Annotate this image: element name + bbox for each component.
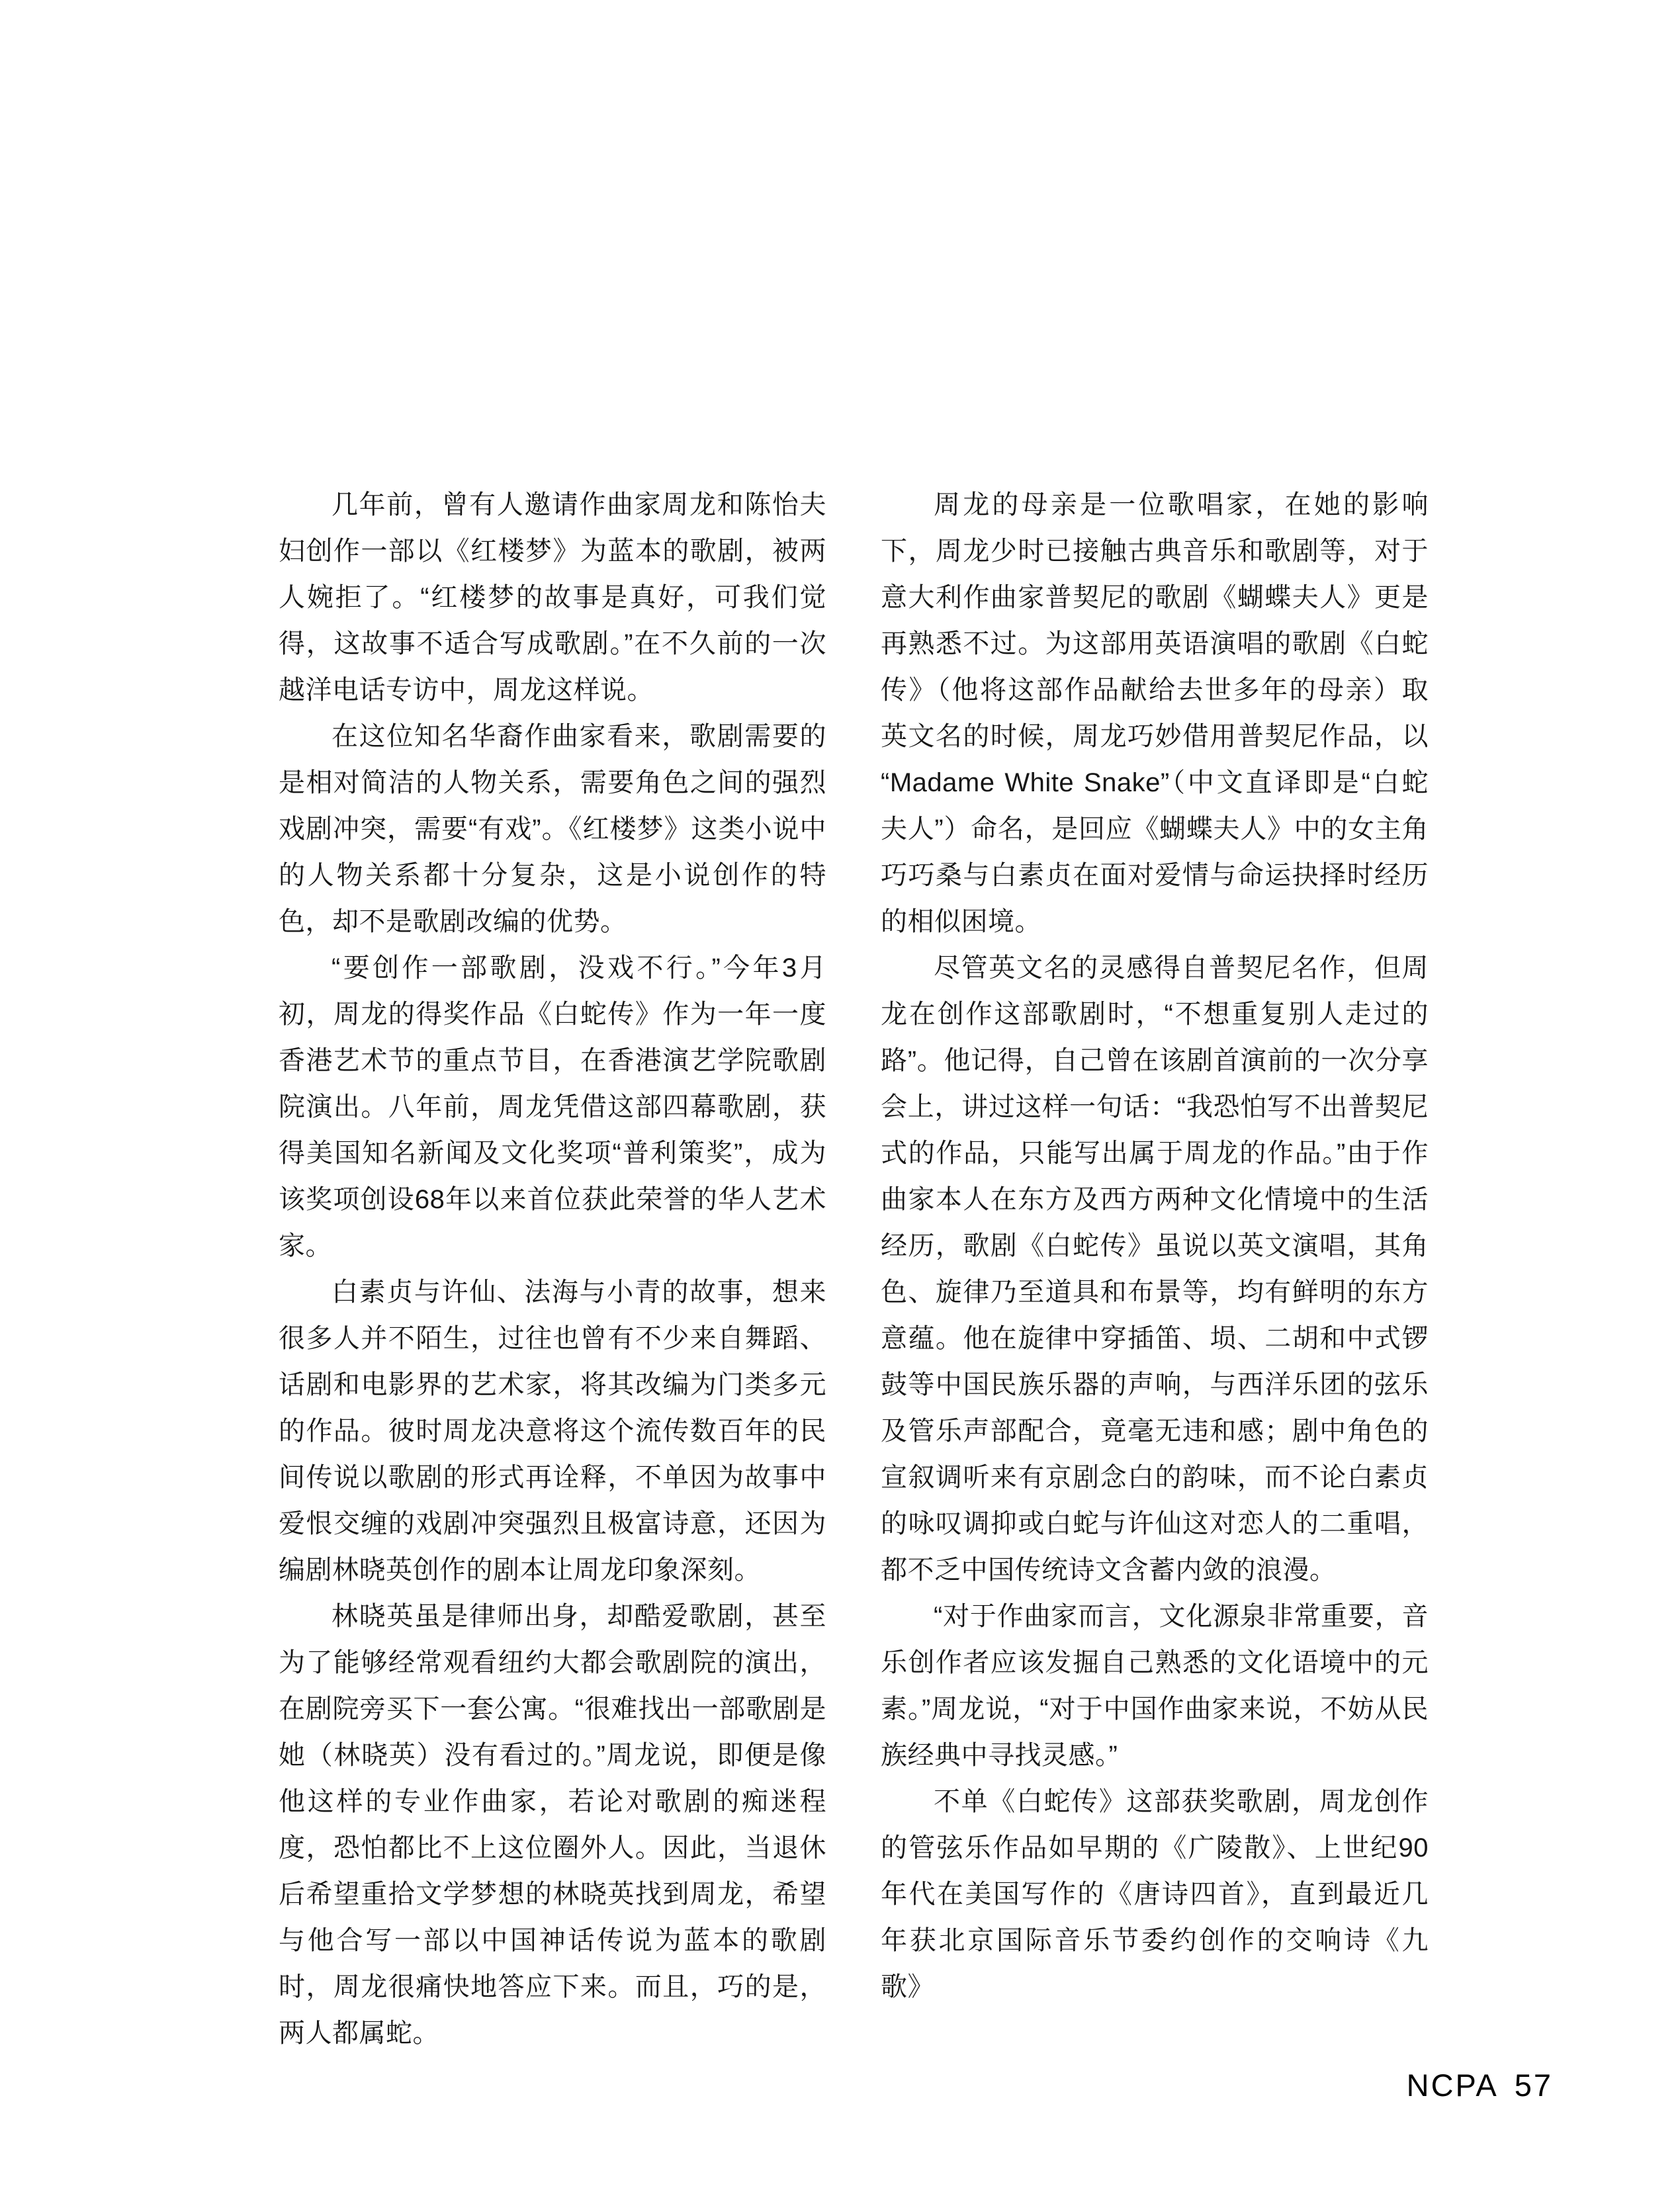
paragraph: “对于作曲家而言，文化源泉非常重要，音乐创作者应该发掘自己熟悉的文化语境中的元素。”周龙说，“对于中国作曲家来说，不妨从民族经典中寻找灵感。” bbox=[881, 1602, 1429, 1770]
right-column bbox=[881, 482, 1429, 2010]
footer-brand: NCPA bbox=[1406, 2068, 1499, 2103]
paragraph: 几年前，曾有人邀请作曲家周龙和陈怡夫妇创作一部以《红楼梦》为蓝本的歌剧，被两人婉拒了。“红楼梦的故事是真好，可我们觉得，这故事不适合写成歌剧。”在不久前的一次越洋电话专访中，周龙这样说。 bbox=[279, 490, 826, 705]
paragraph: 不单《白蛇传》这部获奖歌剧，周龙创作的管弦乐作品如早期的《广陵散》、上世纪90年代在美国写作的《唐诗四首》，直到最近几年获北京国际音乐节委约创作的交响诗《九歌》 bbox=[881, 1787, 1429, 2001]
paragraph: “要创作一部歌剧，没戏不行。”今年3月初，周龙的得奖作品《白蛇传》作为一年一度香港艺术节的重点节目，在香港演艺学院歌剧院演出。八年前，周龙凭借这部四幕歌剧，获得美国知名新闻及文化奖项“普利策奖”，成为该奖项创设68年以来首位获此荣誉的华人艺术家。 bbox=[279, 953, 826, 1260]
footer-page-number: 57 bbox=[1514, 2068, 1553, 2103]
paragraph: 周龙的母亲是一位歌唱家，在她的影响下，周龙少时已接触古典音乐和歌剧等，对于意大利作曲家普契尼的歌剧《蝴蝶夫人》更是再熟悉不过。为这部用英语演唱的歌剧《白蛇传》（他将这部作品献给去世多年的母亲）取英文名的时候，周龙巧妙借用普契尼作品，以“Madame White Snake”（中文直译即是“白蛇夫人”）命名，是回应《蝴蝶夫人》中的女主角巧巧桑与白素贞在面对爱情与命运抉择时经历的相似困境。 bbox=[881, 490, 1429, 936]
paragraph: 林晓英虽是律师出身，却酷爱歌剧，甚至为了能够经常观看纽约大都会歌剧院的演出，在剧院旁买下一套公寓。“很难找出一部歌剧是她（林晓英）没有看过的。”周龙说，即便是像他这样的专业作曲家，若论对歌剧的痴迷程度，恐怕都比不上这位圈外人。因此，当退休后希望重拾文学梦想的林晓英找到周龙，希望与他合写一部以中国神话传说为蓝本的歌剧时，周龙很痛快地答应下来。而且，巧的是，两人都属蛇。 bbox=[279, 1602, 826, 2048]
left-column bbox=[279, 482, 826, 2056]
paragraph: 在这位知名华裔作曲家看来，歌剧需要的是相对简洁的人物关系，需要角色之间的强烈戏剧冲突，需要“有戏”。《红楼梦》这类小说中的人物关系都十分复杂，这是小说创作的特色，却不是歌剧改编的优势。 bbox=[279, 722, 826, 936]
page-footer bbox=[1407, 2068, 1553, 2103]
paragraph: 白素贞与许仙、法海与小青的故事，想来很多人并不陌生，过往也曾有不少来自舞蹈、话剧和电影界的艺术家，将其改编为门类多元的作品。彼时周龙决意将这个流传数百年的民间传说以歌剧的形式再诠释，不单因为故事中爱恨交缠的戏剧冲突强烈且极富诗意，还因为编剧林晓英创作的剧本让周龙印象深刻。 bbox=[279, 1278, 826, 1585]
paragraph: 尽管英文名的灵感得自普契尼名作，但周龙在创作这部歌剧时，“不想重复别人走过的路”。他记得，自己曾在该剧首演前的一次分享会上，讲过这样一句话：“我恐怕写不出普契尼式的作品，只能写出属于周龙的作品。”由于作曲家本人在东方及西方两种文化情境中的生活经历，歌剧《白蛇传》虽说以英文演唱，其角色、旋律乃至道具和布景等，均有鲜明的东方意蕴。他在旋律中穿插笛、埙、二胡和中式锣鼓等中国民族乐器的声响，与西洋乐团的弦乐及管乐声部配合，竟毫无违和感；剧中角色的宣叙调听来有京剧念白的韵味，而不论白素贞的咏叹调抑或白蛇与许仙这对恋人的二重唱，都不乏中国传统诗文含蓄内敛的浪漫。 bbox=[881, 953, 1429, 1585]
